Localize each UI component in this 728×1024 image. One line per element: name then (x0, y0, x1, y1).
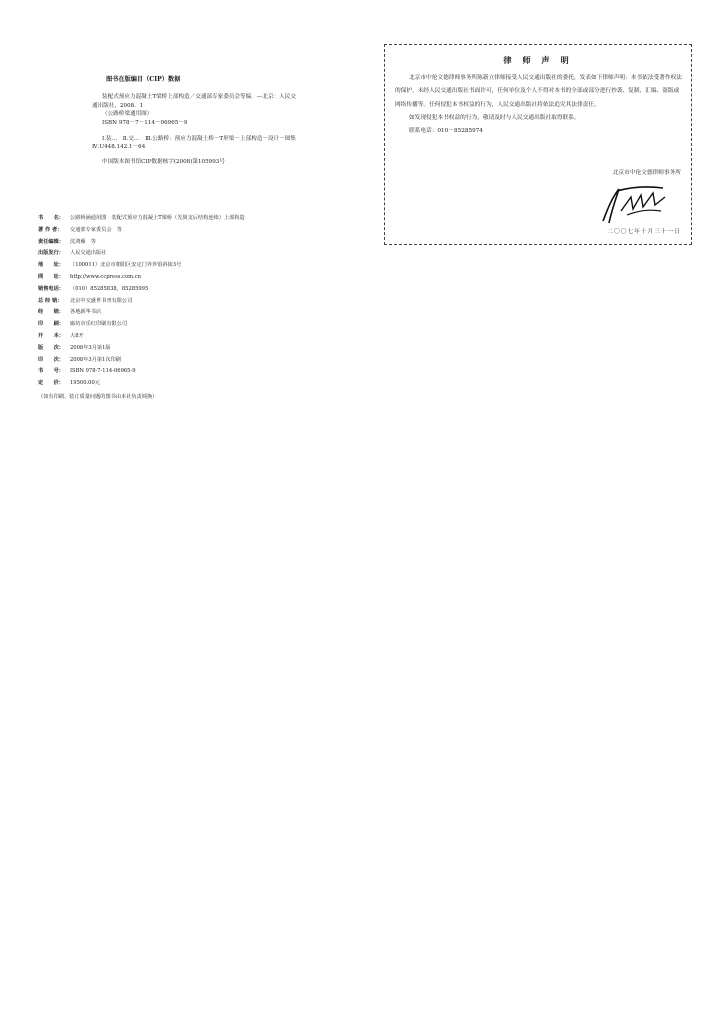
colophon-row (38, 355, 338, 367)
colophon-value: 沈鸿雁 等 (70, 238, 96, 245)
colophon-label: 网 址： (38, 273, 64, 280)
colophon-row (38, 225, 338, 237)
colophon-value: 公路桥涵通用图 装配式预应力混凝土T梁桥（先简支后结构连续）上部构造 (70, 215, 245, 221)
colophon-value: 北京中交盛世书刊有限公司 (70, 297, 133, 304)
colophon-label: 书 名： (38, 215, 64, 221)
notice-firm: 北京市中伦文德律师事务所 (612, 170, 681, 176)
colophon-label: 版 次： (38, 344, 64, 351)
colophon-row (38, 213, 338, 225)
cip-description: 装配式预应力混凝土T梁桥上部构造／交通部专家委员会等编．—北京：人民交通出版社，2008．1 (92, 94, 296, 109)
colophon-value: 各地新华书店 (70, 309, 102, 316)
colophon-row (38, 284, 338, 296)
colophon-label: 开 本： (38, 332, 64, 339)
colophon-value: （010）85285838，85285995 (70, 285, 149, 292)
colophon-row (38, 296, 338, 308)
notice-paragraph: 北京市中伦文德律师事务所陈新立律师接受人民交通出版社的委托，发表如下律师声明：本书依法受著作权法的保护，未经人民交通出版社书面许可，任何单位及个人不得对本书的全部或部分进行抄袭、复制、汇编、盗版或网络传播等。任何侵犯本书权益的行为，人民交通出版社将依法追究其法律责任。 (395, 75, 682, 108)
cip-title: 图书在版编目（CIP）数据 (106, 76, 181, 83)
colophon-row (38, 272, 338, 284)
colophon-value: http://www.ccpress.com.cn (70, 273, 141, 280)
colophon-value: 交通部专家委员会 等 (70, 226, 122, 233)
colophon-value: 廊坊市乐红印刷有限公司 (70, 321, 128, 328)
colophon-label: 经 销： (38, 309, 64, 316)
colophon-label: 书 号： (38, 368, 64, 375)
colophon-label: 出版发行： (38, 250, 64, 257)
colophon-value: 人民交通出版社 (70, 250, 107, 257)
colophon-value: 19500.00元 (70, 380, 100, 387)
notice-paragraph: 如发现侵犯本书权益的行为，敬请及时与人民交通出版社取得联系。 (409, 114, 580, 121)
colophon-value: 2008年3月第1次印刷 (70, 356, 121, 363)
colophon-label: 印 刷： (38, 321, 64, 328)
cip-classification: Ⅰ.装… Ⅱ.交… Ⅲ.公路桥：预应力混凝土桥－T形梁－上部构造－设计－图集 Ⅳ.U448.142.1－64 (92, 136, 302, 151)
colophon-row (38, 319, 338, 331)
colophon-label: 著 作 者： (38, 226, 63, 233)
cip-series: （公路桥梁通用图） (102, 111, 153, 118)
colophon-value: 大8开 (70, 332, 84, 339)
notice-date: 二〇〇七年十月三十一日 (607, 229, 681, 235)
colophon-row (38, 378, 338, 390)
colophon-row (38, 307, 338, 319)
colophon-value: 2008年3月第1版 (70, 344, 111, 351)
colophon-row (38, 366, 338, 378)
cip-note: 中国版本图书馆CIP数据核字(2008)第105993号 (102, 158, 225, 165)
colophon-label: 销售电话： (38, 285, 64, 292)
colophon-row (38, 248, 338, 260)
colophon-label: 印 次： (38, 356, 64, 363)
notice-phone: 联系电话：010－85285974 (409, 128, 483, 135)
colophon-label: 地 址： (38, 262, 64, 269)
notice-title: 律 师 声 明 (503, 55, 573, 65)
colophon-row (38, 331, 338, 343)
colophon-value: （100011）北京市朝阳区安定门外外馆斜街3号 (70, 262, 182, 269)
signature-image (597, 181, 669, 227)
colophon-row (38, 343, 338, 355)
colophon-label: 定 价： (38, 380, 64, 387)
colophon-footer: （如有印刷、装订质量问题的图书由本社负责调换） (38, 393, 158, 400)
lawyer-notice (384, 44, 692, 245)
cip-block (92, 76, 302, 166)
cip-isbn: ISBN 978－7－114－06965－9 (102, 119, 188, 126)
colophon-label: 责任编辑： (38, 238, 64, 245)
colophon-row (38, 260, 338, 272)
colophon-value: ISBN 978-7-114-06965-9 (70, 368, 136, 375)
colophon-label: 总 经 销： (38, 297, 63, 304)
colophon (38, 213, 338, 404)
colophon-row (38, 237, 338, 249)
notice-body (385, 72, 691, 138)
